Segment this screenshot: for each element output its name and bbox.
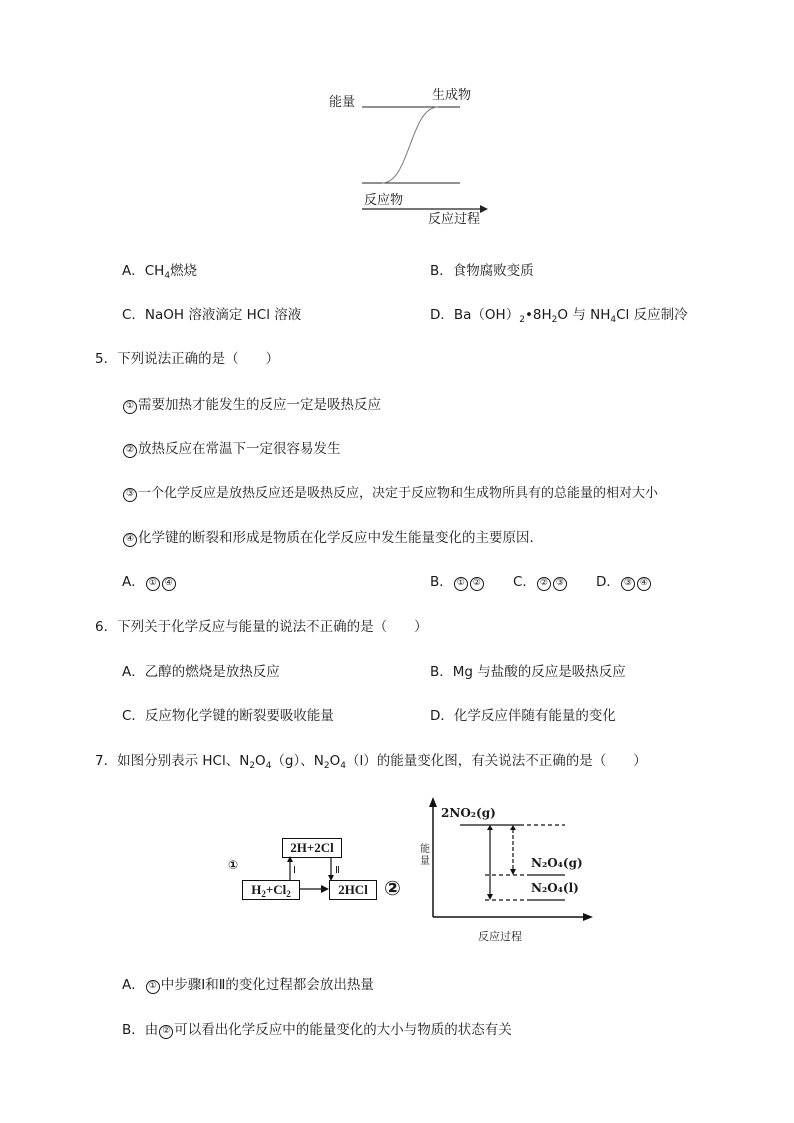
reactant-label: 反应物 [364, 193, 404, 208]
step-2-label: Ⅱ [335, 865, 340, 876]
q4-option-d: D．$Ba(OH)_2•8H_2O$ 与 $NH_4Cl$ 反应制冷 [430, 307, 688, 325]
q4-option-c: C．NaOH 溶液滴定 HCl 溶液 [122, 307, 302, 323]
q5-statement-2: ② 放热反应在常温下一定很容易发生 [122, 437, 341, 458]
step-1-label: Ⅰ [293, 865, 296, 876]
product-label: 生成物 [432, 88, 472, 103]
q5-statement-3: ③ 一个化学反应是放热反应还是吸热反应，决定于反应物和生成物所具有的总能量的相对大小 [122, 482, 658, 502]
q5-option-a: A． ① ④ [122, 570, 177, 591]
q6-option-a: A．乙醇的燃烧是放热反应 [122, 664, 280, 680]
q4-option-a: A．$CH_4$燃烧 [122, 263, 198, 281]
q5-stem: 5．下列说法正确的是（ ） [95, 351, 280, 367]
y-axis-label: 能量 [329, 95, 356, 110]
q6-option-c: C．反应物化学键的断裂要吸收能量 [122, 708, 334, 724]
figure-label-1: ① [228, 858, 239, 872]
q5-option-c: C． ② ③ [513, 570, 568, 591]
q5-option-b: B． ① ② [430, 570, 485, 591]
hcl-box: 2HCl [329, 880, 377, 900]
arrow-head [480, 205, 488, 213]
atoms-box: 2H+2Cl [282, 838, 342, 858]
q7-stem: 7．如图分别表示 HCl、$N_2O_4(g)$、$N_2O_4(l)$的能量变化图，有关说法不正确的是（ ） [95, 753, 647, 771]
level-bot-label: N₂O₄(l) [531, 881, 579, 895]
step-arrows [280, 855, 340, 885]
energy-curve [382, 107, 438, 183]
x-axis-label: 反应过程 [478, 930, 522, 943]
q7-option-a: A． ① 中步骤Ⅰ和Ⅱ的变化过程都会放出热量 [122, 977, 374, 993]
q4-option-b: B．食物腐败变质 [430, 263, 534, 279]
q6-option-b: B．Mg 与盐酸的反应是吸热反应 [430, 664, 626, 680]
level-top-label: 2NO₂(g) [441, 806, 496, 820]
reactants-box: $H_2+Cl_2$ [242, 880, 300, 900]
level-mid-label: N₂O₄(g) [531, 856, 583, 870]
q5-option-d: D． ③ ④ [596, 570, 652, 591]
q7-option-b: B．由 ② 可以看出化学反应中的能量变化的大小与物质的状态有关 [122, 1022, 512, 1038]
y-axis-label-2: 量 [420, 856, 430, 867]
q5-statement-4: ④ 化学键的断裂和形成是物质在化学反应中发生能量变化的主要原因． [122, 526, 543, 547]
q6-stem: 6．下列关于化学反应与能量的说法不正确的是（ ） [95, 619, 428, 635]
reaction-arrow [298, 883, 330, 895]
x-axis-label: 反应过程 [428, 212, 481, 227]
y-axis-label-1: 能 [420, 844, 430, 855]
q6-option-d: D．化学反应伴随有能量的变化 [430, 708, 616, 724]
figure-label-2: ② [384, 876, 401, 900]
q5-statement-1: ① 需要加热才能发生的反应一定是吸热反应 [122, 393, 381, 414]
